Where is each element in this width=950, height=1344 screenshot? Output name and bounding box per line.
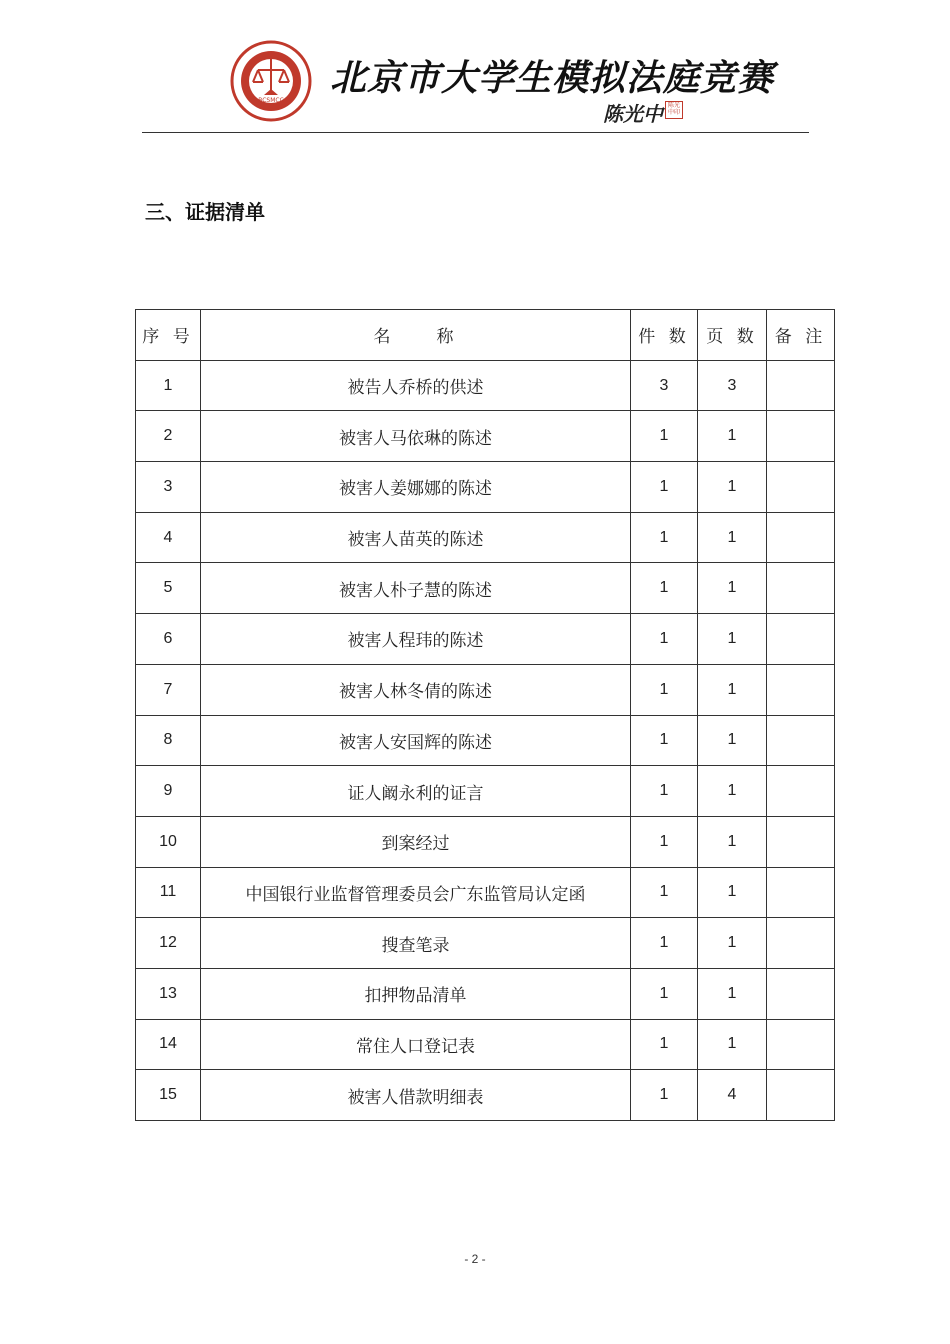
table-row xyxy=(136,462,835,513)
cell-serial: 6 xyxy=(136,614,201,665)
cell-remarks xyxy=(767,918,835,969)
cell-serial: 9 xyxy=(136,766,201,817)
cell-pages: 1 xyxy=(698,563,767,614)
section-heading: 三、证据清单 xyxy=(145,200,265,224)
cell-count: 1 xyxy=(631,715,698,766)
cell-name: 被害人苗英的陈述 xyxy=(201,512,631,563)
header-remarks: 备 注 xyxy=(767,310,835,361)
cell-serial: 4 xyxy=(136,512,201,563)
cell-serial: 12 xyxy=(136,918,201,969)
cell-pages: 1 xyxy=(698,1019,767,1070)
cell-name: 被害人马依琳的陈述 xyxy=(201,411,631,462)
cell-serial: 13 xyxy=(136,968,201,1019)
cell-remarks xyxy=(767,1070,835,1121)
table-row xyxy=(136,867,835,918)
cell-name: 被告人乔桥的供述 xyxy=(201,360,631,411)
cell-pages: 1 xyxy=(698,411,767,462)
cell-count: 1 xyxy=(631,563,698,614)
cell-name: 被害人借款明细表 xyxy=(201,1070,631,1121)
cell-name: 到案经过 xyxy=(201,816,631,867)
cell-pages: 1 xyxy=(698,462,767,513)
table-row xyxy=(136,715,835,766)
table-row xyxy=(136,664,835,715)
table-row xyxy=(136,816,835,867)
cell-remarks xyxy=(767,766,835,817)
cell-serial: 5 xyxy=(136,563,201,614)
cell-name: 被害人程玮的陈述 xyxy=(201,614,631,665)
cell-pages: 1 xyxy=(698,867,767,918)
cell-remarks xyxy=(767,614,835,665)
cell-serial: 1 xyxy=(136,360,201,411)
cell-name: 常住人口登记表 xyxy=(201,1019,631,1070)
cell-serial: 10 xyxy=(136,816,201,867)
cell-count: 1 xyxy=(631,867,698,918)
calligraphy-signature: 陈光中 xyxy=(603,102,663,126)
table-row xyxy=(136,766,835,817)
cell-pages: 1 xyxy=(698,766,767,817)
cell-serial: 15 xyxy=(136,1070,201,1121)
cell-count: 1 xyxy=(631,766,698,817)
table-row xyxy=(136,1019,835,1070)
header-name: 名 称 xyxy=(201,310,631,361)
logo-text: BCSMCC xyxy=(258,97,284,104)
cell-count: 1 xyxy=(631,462,698,513)
table-row xyxy=(136,968,835,1019)
page-header xyxy=(0,0,950,140)
cell-name: 中国银行业监督管理委员会广东监管局认定函 xyxy=(201,867,631,918)
competition-title: 北京市大学生模拟法庭竞赛 xyxy=(330,57,775,99)
cell-remarks xyxy=(767,715,835,766)
cell-name: 被害人朴子慧的陈述 xyxy=(201,563,631,614)
cell-count: 1 xyxy=(631,918,698,969)
cell-pages: 3 xyxy=(698,360,767,411)
cell-name: 被害人林冬倩的陈述 xyxy=(201,664,631,715)
competition-logo xyxy=(230,40,312,122)
cell-remarks xyxy=(767,968,835,1019)
cell-name: 搜查笔录 xyxy=(201,918,631,969)
cell-pages: 1 xyxy=(698,512,767,563)
table-row xyxy=(136,411,835,462)
table-row xyxy=(136,614,835,665)
cell-remarks xyxy=(767,411,835,462)
page-number: - 2 - xyxy=(464,1252,486,1266)
cell-count: 1 xyxy=(631,1070,698,1121)
cell-name: 被害人姜娜娜的陈述 xyxy=(201,462,631,513)
cell-count: 1 xyxy=(631,411,698,462)
table-row xyxy=(136,360,835,411)
table-row xyxy=(136,563,835,614)
cell-serial: 2 xyxy=(136,411,201,462)
header-count: 件 数 xyxy=(631,310,698,361)
table-row xyxy=(136,512,835,563)
cell-remarks xyxy=(767,512,835,563)
cell-count: 3 xyxy=(631,360,698,411)
cell-name: 证人阚永利的证言 xyxy=(201,766,631,817)
cell-name: 扣押物品清单 xyxy=(201,968,631,1019)
seal-stamp-icon: 陈光中印 xyxy=(665,101,683,119)
cell-remarks xyxy=(767,867,835,918)
cell-count: 1 xyxy=(631,664,698,715)
cell-remarks xyxy=(767,360,835,411)
header-serial: 序 号 xyxy=(136,310,201,361)
cell-remarks xyxy=(767,816,835,867)
cell-pages: 1 xyxy=(698,968,767,1019)
cell-name: 被害人安国辉的陈述 xyxy=(201,715,631,766)
header-divider xyxy=(142,132,809,133)
cell-count: 1 xyxy=(631,614,698,665)
cell-remarks xyxy=(767,1019,835,1070)
cell-pages: 1 xyxy=(698,918,767,969)
table-row xyxy=(136,1070,835,1121)
header-pages: 页 数 xyxy=(698,310,767,361)
cell-pages: 1 xyxy=(698,664,767,715)
cell-count: 1 xyxy=(631,1019,698,1070)
cell-serial: 11 xyxy=(136,867,201,918)
cell-pages: 1 xyxy=(698,614,767,665)
cell-pages: 1 xyxy=(698,715,767,766)
cell-serial: 7 xyxy=(136,664,201,715)
table-body xyxy=(136,360,835,1120)
table-row xyxy=(136,918,835,969)
cell-count: 1 xyxy=(631,512,698,563)
cell-pages: 4 xyxy=(698,1070,767,1121)
cell-remarks xyxy=(767,563,835,614)
cell-pages: 1 xyxy=(698,816,767,867)
cell-count: 1 xyxy=(631,816,698,867)
cell-serial: 3 xyxy=(136,462,201,513)
cell-serial: 14 xyxy=(136,1019,201,1070)
cell-count: 1 xyxy=(631,968,698,1019)
cell-remarks xyxy=(767,664,835,715)
table-header-row xyxy=(136,310,835,361)
cell-serial: 8 xyxy=(136,715,201,766)
evidence-list-table xyxy=(135,309,835,1121)
cell-remarks xyxy=(767,462,835,513)
